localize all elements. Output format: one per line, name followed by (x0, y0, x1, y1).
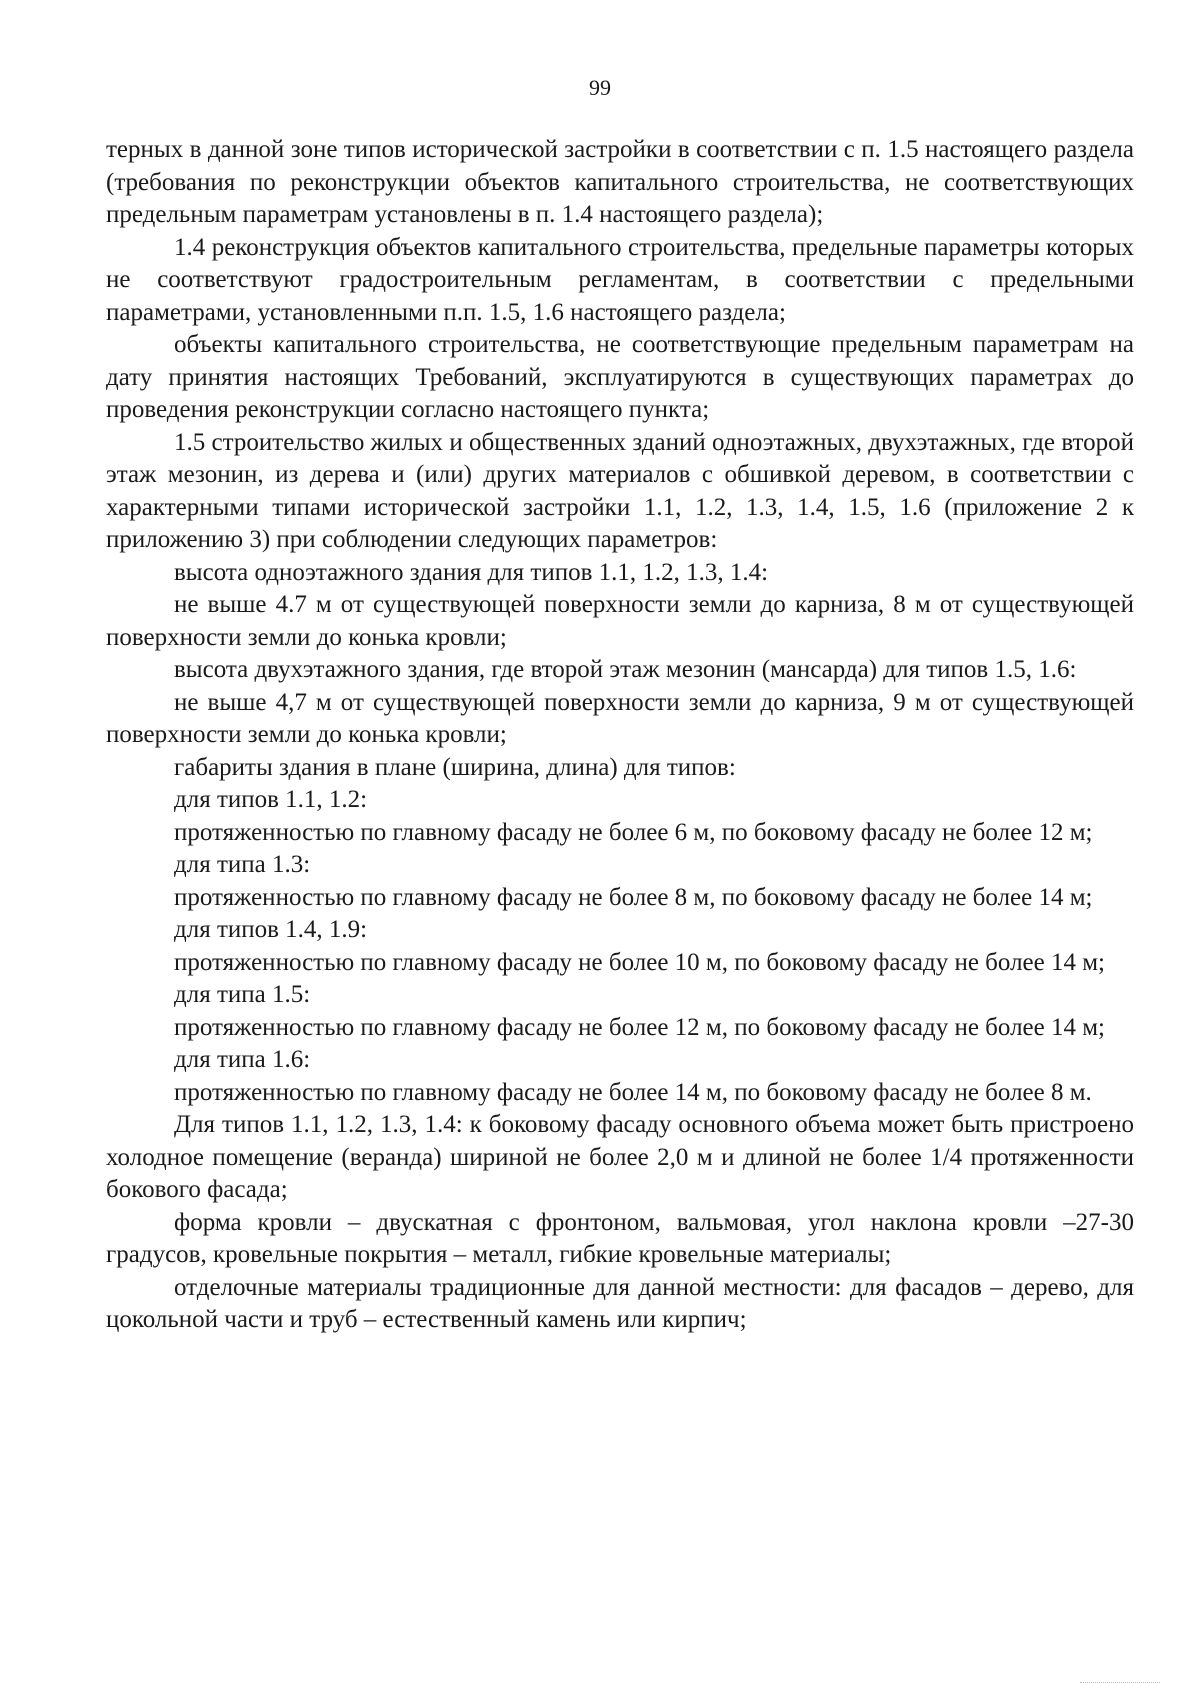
paragraph-10: для типов 1.1, 1.2: (174, 786, 368, 813)
paragraph-11: протяженностью по главному фасаду не более 6 м, по боковому фасаду не более 12 м; (174, 818, 1093, 846)
paragraph-2: 1.4 реконструкция объектов капитального строительства, предельные параметры которых не соответствуют градостроительным регламентам, в соответствии с предельными параметрами, установленными п.п. 1.5, 1.6 настоящего раздела; (106, 233, 1134, 326)
paragraph-12: для типа 1.3: (174, 851, 311, 878)
page-number: 99 (589, 75, 611, 100)
paragraph-22: отделочные материалы традиционные для данной местности: для фасадов – дерево, для цокольной части и труб – естественный камень или кирпич; (106, 1273, 1134, 1333)
paragraph-8: не выше 4,7 м от существующей поверхности земли до карниза, 9 м от существующей поверхности земли до конька кровли; (106, 688, 1134, 748)
paragraph-17: протяженностью по главному фасаду не более 12 м, по боковому фасаду не более 14 м; (174, 1013, 1106, 1041)
paragraph-16: для типа 1.5: (174, 981, 311, 1008)
paragraph-15: протяженностью по главному фасаду не более 10 м, по боковому фасаду не более 14 м; (174, 948, 1106, 976)
paragraph-19: протяженностью по главному фасаду не более 14 м, по боковому фасаду не более 8 м. (174, 1078, 1092, 1106)
paragraph-18: для типа 1.6: (174, 1046, 311, 1073)
paragraph-1: терных в данной зоне типов исторической застройки в соответствии с п. 1.5 настоящего раздела (требования по реконструкции объектов капитального строительства, не соответствующих предельным параметрам установлены в п. 1.4 настоящего раздела); (106, 136, 1134, 228)
scan-artifact (1080, 1682, 1160, 1691)
paragraph-13: протяженностью по главному фасаду не более 8 м, по боковому фасаду не более 14 м; (174, 883, 1093, 911)
paragraph-20: Для типов 1.1, 1.2, 1.3, 1.4: к боковому фасаду основного объема может быть пристроено холодное помещение (веранда) шириной не более 2,0 м и длиной не более 1/4 протяженности бокового фасада; (106, 1111, 1134, 1203)
paragraph-5: высота одноэтажного здания для типов 1.1, 1.2, 1.3, 1.4: (174, 558, 769, 586)
paragraph-3: объекты капитального строительства, не соответствующие предельным параметрам на дату принятия настоящих Требований, эксплуатируются в существующих параметрах до проведения реконструкции согласно настоящего пункта; (106, 331, 1134, 423)
document-body (106, 134, 1134, 1337)
paragraph-7: высота двухэтажного здания, где второй этаж мезонин (мансарда) для типов 1.5, 1.6: (174, 656, 1077, 683)
paragraph-6: не выше 4.7 м от существующей поверхности земли до карниза, 8 м от существующей поверхности земли до конька кровли; (106, 591, 1134, 651)
paragraph-4: 1.5 строительство жилых и общественных зданий одноэтажных, двухэтажных, где второй этаж мезонин, из дерева и (или) других материалов с обшивкой деревом, в соответствии с характерными типами исторической застройки 1.1, 1.2, 1.3, 1.4, 1.5, 1.6 (приложение 2 к приложению 3) при соблюдении следующих параметров: (106, 428, 1134, 553)
paragraph-21: форма кровли – двускатная с фронтоном, вальмовая, угол наклона кровли –27-30 градусов, кровельные покрытия – металл, гибкие кровельные материалы; (106, 1208, 1134, 1268)
paragraph-9: габариты здания в плане (ширина, длина) для типов: (174, 753, 736, 781)
paragraph-14: для типов 1.4, 1.9: (174, 916, 368, 943)
